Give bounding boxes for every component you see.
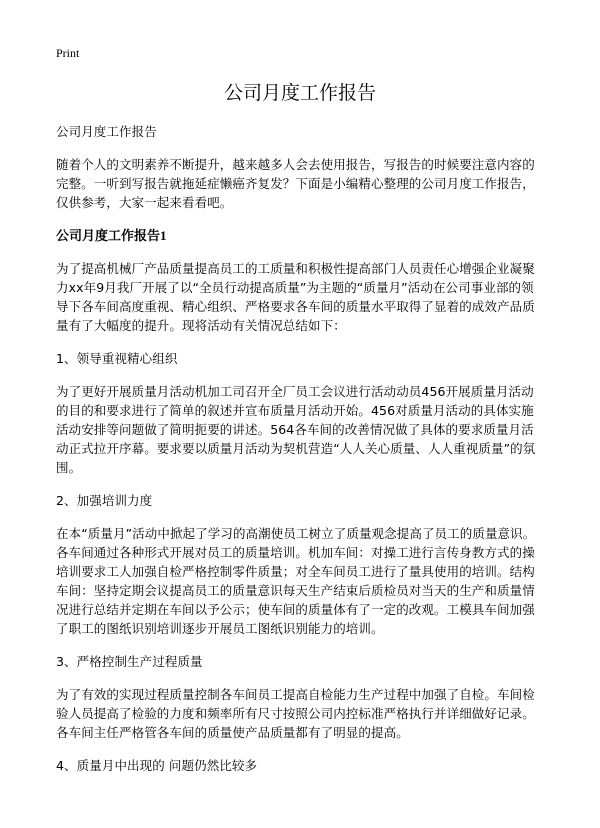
item-text-2: 在本“质量月”活动中掀起了学习的高潮使员工树立了质量观念提高了员工的质量意识。各车间通过各种形式开展对员工的质量培训。机加车间：对操工进行言传身教方式的操培训要求工人加强自检严格控制零件质量；对全车间员工进行了量具使用的培训。结构车间：坚持定期会议提高员工的质量意识每天生产结束后质检员对当天的生产和质量情况进行总结并定期在车间以予公示；使车间的质量体有了一定的改观。工模具车间加强了职工的图纸识别培训逐步开展员工图纸识别能力的培训。 xyxy=(56,526,536,636)
print-link[interactable]: Print xyxy=(56,46,80,60)
item-text-3: 为了有效的实现过程质量控制各车间员工提高自检能力生产过程中加强了自检。车间检验人员提高了检验的力度和频率所有尺寸按照公司内控标准严格执行并详细做好记录。各车间主任严格管各车间的质量使产品质量都有了明显的提高。 xyxy=(56,687,535,740)
page-title: 公司月度工作报告 xyxy=(223,82,376,104)
section-paragraph: 为了提高机械厂产品质量提高员工的工质量和积极性提高部门人员责任心增强企业凝聚力xx年9月我厂开展了以“全员行动提高质量”为主题的“质量月”活动在公司事业部的领导下各车间高度重视、精心组织、严格要求各车间的质量水平取得了显着的成效产品质量有了大幅度的提升。现将活动有关情况总结如下： xyxy=(56,261,535,333)
item-heading-2: 2、加强培训力度 xyxy=(56,493,153,508)
section-heading: 公司月度工作报告1 xyxy=(56,228,167,243)
document-body xyxy=(56,122,546,789)
item-heading-1: 1、领导重视精心组织 xyxy=(56,351,178,366)
item-heading-3: 3、严格控制生产过程质量 xyxy=(56,654,203,669)
item-heading-4: 4、质量月中出现的 问题仍然比较多 xyxy=(56,758,258,773)
intro-paragraph: 随着个人的文明素养不断提升，越来越多人会去使用报告，写报告的时候要注意内容的完整。一听到写报告就拖延症懒癌齐复发？下面是小编精心整理的公司月度工作报告，仅供参考，大家一起来看看吧。 xyxy=(56,157,535,210)
item-text-1: 为了更好开展质量月活动机加工司召开全厂员工会议进行活动动员456开展质量月活动的目的和要求进行了简单的叙述并宣布质量月活动开始。456对质量月活动的具体实施活动安排等问题做了简明扼要的讲述。564各车间的改善情况做了具体的要求质量月活动正式拉开序幕。要求要以质量月活动为契机营造“人人关心质量、人人重视质量”的氛围。 xyxy=(56,384,536,475)
document-subtitle: 公司月度工作报告 xyxy=(56,124,157,139)
